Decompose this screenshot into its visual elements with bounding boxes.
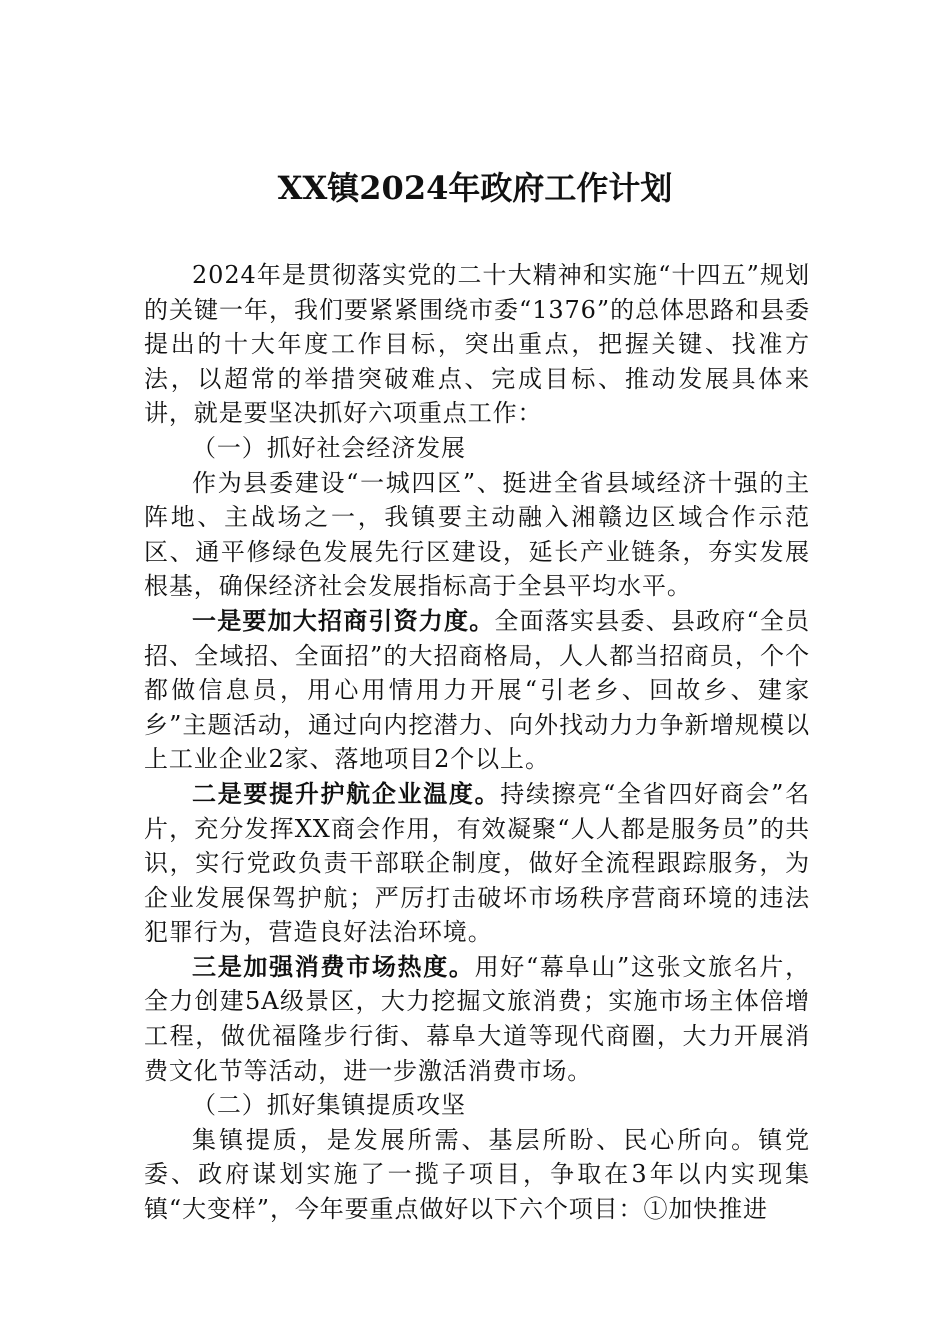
- document-body: [144, 258, 810, 1227]
- point-1-text: 全面落实县委、县政府“全员招、全域招、全面招”的大招商格局，人人都当招商员，个个都做信息员，用心用情用力开展“引老乡、回故乡、建家乡”主题活动，通过向内挖潜力、向外找动力力争新增规模以上工业企业2家、落地项目2个以上。: [144, 606, 810, 774]
- point-3-text: 用好“幕阜山”这张文旅名片，全力创建5A级景区，大力挖掘文旅消费；实施市场主体倍增工程，做优福隆步行街、幕阜大道等现代商圈，大力开展消费文化节等活动，进一步激活消费市场。: [144, 952, 810, 1085]
- point-3-lead: 三是加强消费市场热度。: [192, 951, 475, 981]
- section-1-heading: （一）抓好社会经济发展: [192, 433, 466, 462]
- point-3-paragraph: [144, 950, 810, 1088]
- section-2-intro-paragraph: 集镇提质，是发展所需、基层所盼、民心所向。镇党委、政府谋划实施了一揽子项目，争取在3年以内实现集镇“大变样”，今年要重点做好以下六个项目：①加快推进: [144, 1125, 810, 1224]
- point-2-text: 持续擦亮“全省四好商会”名片，充分发挥XX商会作用，有效凝聚“人人都是服务员”的共识，实行党政负责干部联企制度，做好全流程跟踪服务，为企业发展保驾护航；严厉打击破坏市场秩序营商环境的违法犯罪行为，营造良好法治环境。: [144, 779, 810, 947]
- point-2-lead: 二是要提升护航企业温度。: [192, 778, 501, 808]
- document-title: XX镇2024年政府工作计划: [277, 169, 673, 207]
- point-1-paragraph: [144, 604, 810, 777]
- section-2-heading: （二）抓好集镇提质攻坚: [192, 1091, 466, 1120]
- point-2-paragraph: [144, 777, 810, 950]
- point-1-lead: 一是要加大招商引资力度。: [192, 605, 495, 635]
- intro-paragraph: 2024年是贯彻落实党的二十大精神和实施“十四五”规划的关键一年，我们要紧紧围绕市委“1376”的总体思路和县委提出的十大年度工作目标，突出重点，把握关键、找准方法，以超常的举措突破难点、完成目标、推动发展具体来讲，就是要坚决抓好六项重点工作：: [144, 261, 810, 428]
- section-1-intro-paragraph: 作为县委建设“一城四区”、挺进全省县域经济十强的主阵地、主战场之一，我镇要主动融入湘赣边区域合作示范区、通平修绿色发展先行区建设，延长产业链条，夯实发展根基，确保经济社会发展指标高于全县平均水平。: [144, 468, 810, 601]
